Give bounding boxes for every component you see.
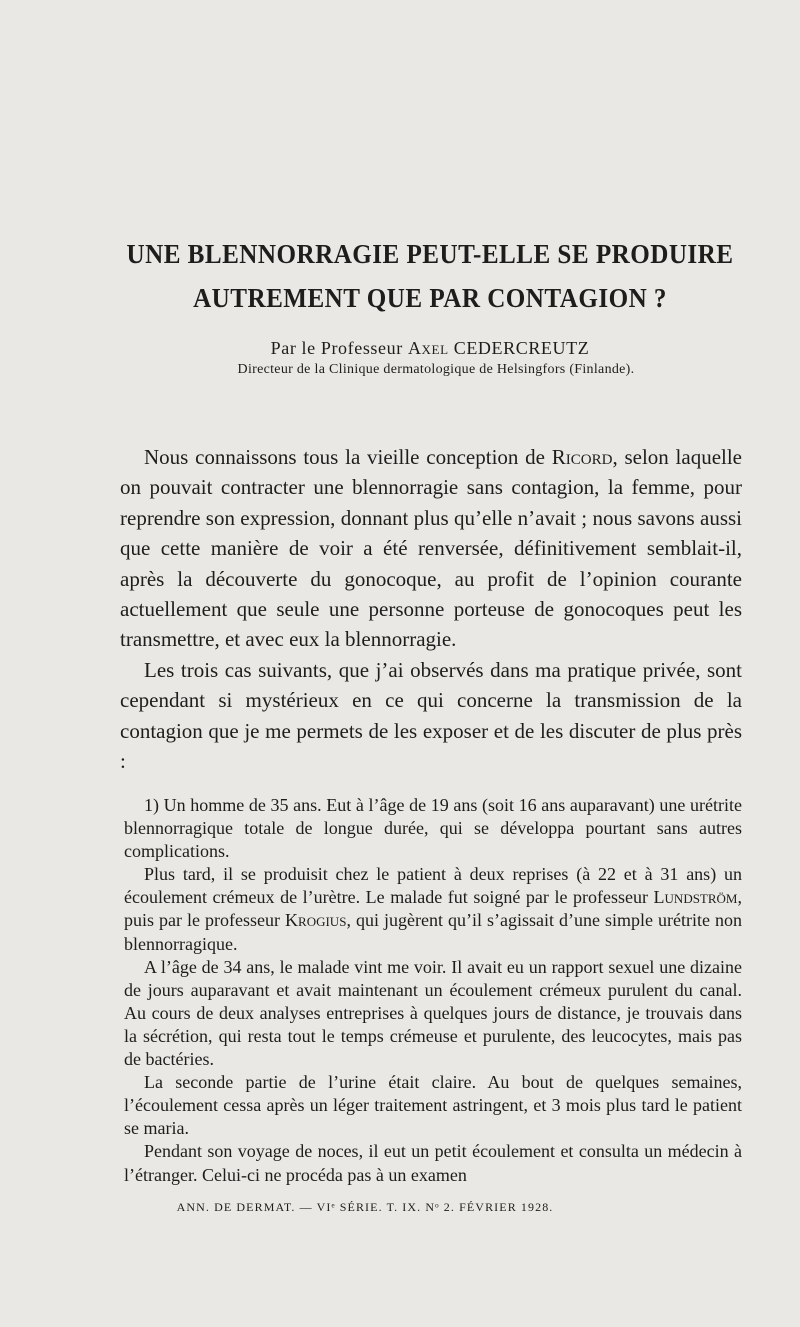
byline-prefix: Par le Professeur <box>270 338 403 358</box>
cited-name-krogius: Krogius <box>285 910 347 931</box>
case1-text-a: Plus tard, il se produisit chez le patient à deux reprises (à 22 et à 31 ans) un écoulement crémeux de l’urètre. Le malade fut soigné par le professeur <box>124 864 742 908</box>
intro-paragraph-1 <box>120 442 742 655</box>
case1-text-c: , qui jugèrent qu’il s’agissait d’une simple urétrite non blennorragique. <box>124 910 742 954</box>
author-affiliation: Directeur de la Clinique dermatologique de Helsingfors (Finlande). <box>237 362 635 377</box>
cited-name-lundstrom: Lundström <box>653 887 738 908</box>
byline <box>0 338 800 359</box>
case1-paragraph-3: A l’âge de 34 ans, le malade vint me voir. Il avait eu un rapport sexuel une dizaine de jours auparavant et avait maintenant un écoulement crémeux purulent du canal. Au cours de deux analyses entreprises à quelques jours de distance, je trouvais dans la sécrétion, qui resta tout le temps crémeuse et purulente, des leucocytes, mais pas de bactéries. <box>124 956 742 1070</box>
intro-text-a: Nous connaissons tous la vieille conception de <box>144 445 552 469</box>
intro-text-b: , selon laquelle on pouvait contracter une blennorragie sans contagion, la femme, pour reprendre son expression, donnant plus qu’elle n’avait ; nous savons aussi que cette manière de voir a été renversée, définitivement semblait-il, après la découverte du gonocoque, au profit de l’opinion courante actuellement que seule une personne porteuse de gonocoques peut les transmettre, et avec eux la blennorragie. <box>120 445 742 652</box>
article-title <box>30 232 800 320</box>
intro-paragraph-2: Les trois cas suivants, que j’ai observés dans ma pratique privée, sont cependant si mystérieux en ce qui concerne la transmission de la contagion que je me permets de les exposer et de les discuter de plus près : <box>120 657 742 774</box>
case1-paragraph-5: Pendant son voyage de noces, il eut un petit écoulement et consulta un médecin à l’étranger. Celui-ci ne procéda pas à un examen <box>124 1141 742 1185</box>
title-line-2: AUTREMENT QUE PAR CONTAGION ? <box>193 283 667 313</box>
author-first-name: Axel <box>407 338 449 358</box>
introduction <box>120 442 742 776</box>
case1-paragraph-2 <box>124 863 742 955</box>
title-line-1: UNE BLENNORRAGIE PEUT-ELLE SE PRODUIRE <box>126 239 734 269</box>
case-1 <box>124 794 742 1187</box>
author-last-name: CEDERCREUTZ <box>453 338 590 358</box>
journal-citation-footer: ANN. DE DERMAT. — VIᵉ SÉRIE. T. IX. Nᵒ 2. FÉVRIER 1928. <box>176 1200 554 1214</box>
case1-text-b: , puis par le professeur <box>124 887 742 931</box>
case1-paragraph-1: 1) Un homme de 35 ans. Eut à l’âge de 19 ans (soit 16 ans auparavant) une urétrite blennorragique totale de longue durée, qui se développa pourtant sans autres complications. <box>124 795 742 862</box>
cited-name-ricord: Ricord <box>551 445 613 469</box>
case1-paragraph-4: La seconde partie de l’urine était claire. Au bout de quelques semaines, l’écoulement cessa après un léger traitement astringent, et 3 mois plus tard le patient se maria. <box>124 1072 742 1139</box>
